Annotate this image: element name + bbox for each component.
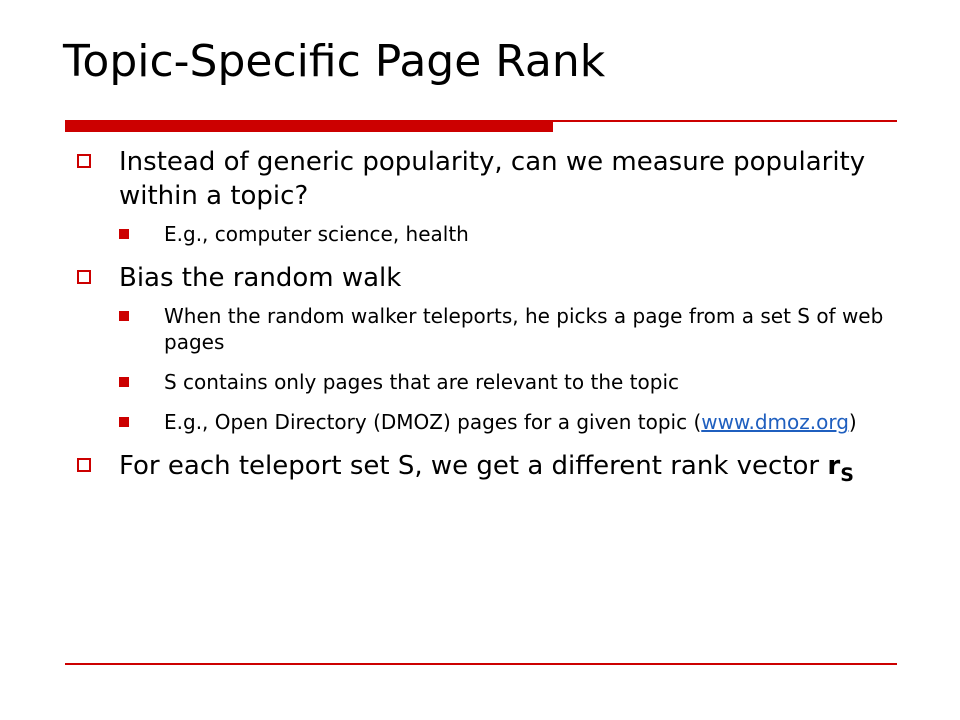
bullet-2-sub-2 [75, 369, 905, 395]
bullet-1-sub-1 [75, 221, 905, 247]
title-underline-thin [553, 120, 897, 122]
filled-square-icon [119, 229, 129, 239]
bullet-2-sub-2-text: S contains only pages that are relevant to the topic [164, 370, 679, 394]
bullet-2 [75, 261, 905, 295]
bullet-2-sub-3-before: E.g., Open Directory (DMOZ) pages for a given topic ( [164, 410, 702, 434]
footer-rule [65, 663, 897, 665]
filled-square-icon [119, 311, 129, 321]
bullet-2-text: Bias the random walk [119, 263, 402, 293]
bullet-list [75, 145, 905, 494]
slide-title: Topic-Specific Page Rank [63, 36, 606, 87]
bullet-3 [75, 449, 905, 486]
bullet-2-sub-1 [75, 303, 905, 355]
bullet-2-sub-3-after: ) [848, 410, 857, 434]
hollow-square-icon [77, 458, 91, 472]
rank-vector-symbol: r [827, 451, 841, 481]
bullet-1 [75, 145, 905, 213]
hollow-square-icon [77, 154, 91, 168]
bullet-2-sub-3-text [164, 410, 857, 434]
bullet-2-sub-1-text: When the random walker teleports, he picks a page from a set S of web pages [164, 304, 884, 354]
filled-square-icon [119, 417, 129, 427]
bullet-1-text: Instead of generic popularity, can we measure popularity within a topic? [119, 147, 866, 211]
hollow-square-icon [77, 270, 91, 284]
bullet-3-text-before: For each teleport set S, we get a different rank vector [119, 451, 828, 481]
title-underline-thick [65, 120, 553, 132]
bullet-3-text [119, 451, 854, 486]
bullet-2-sub-3 [75, 409, 905, 435]
bullet-1-sub-1-text: E.g., computer science, health [164, 222, 469, 246]
filled-square-icon [119, 377, 129, 387]
rank-vector-subscript: S [840, 464, 854, 486]
dmoz-link[interactable]: www.dmoz.org [701, 410, 849, 434]
